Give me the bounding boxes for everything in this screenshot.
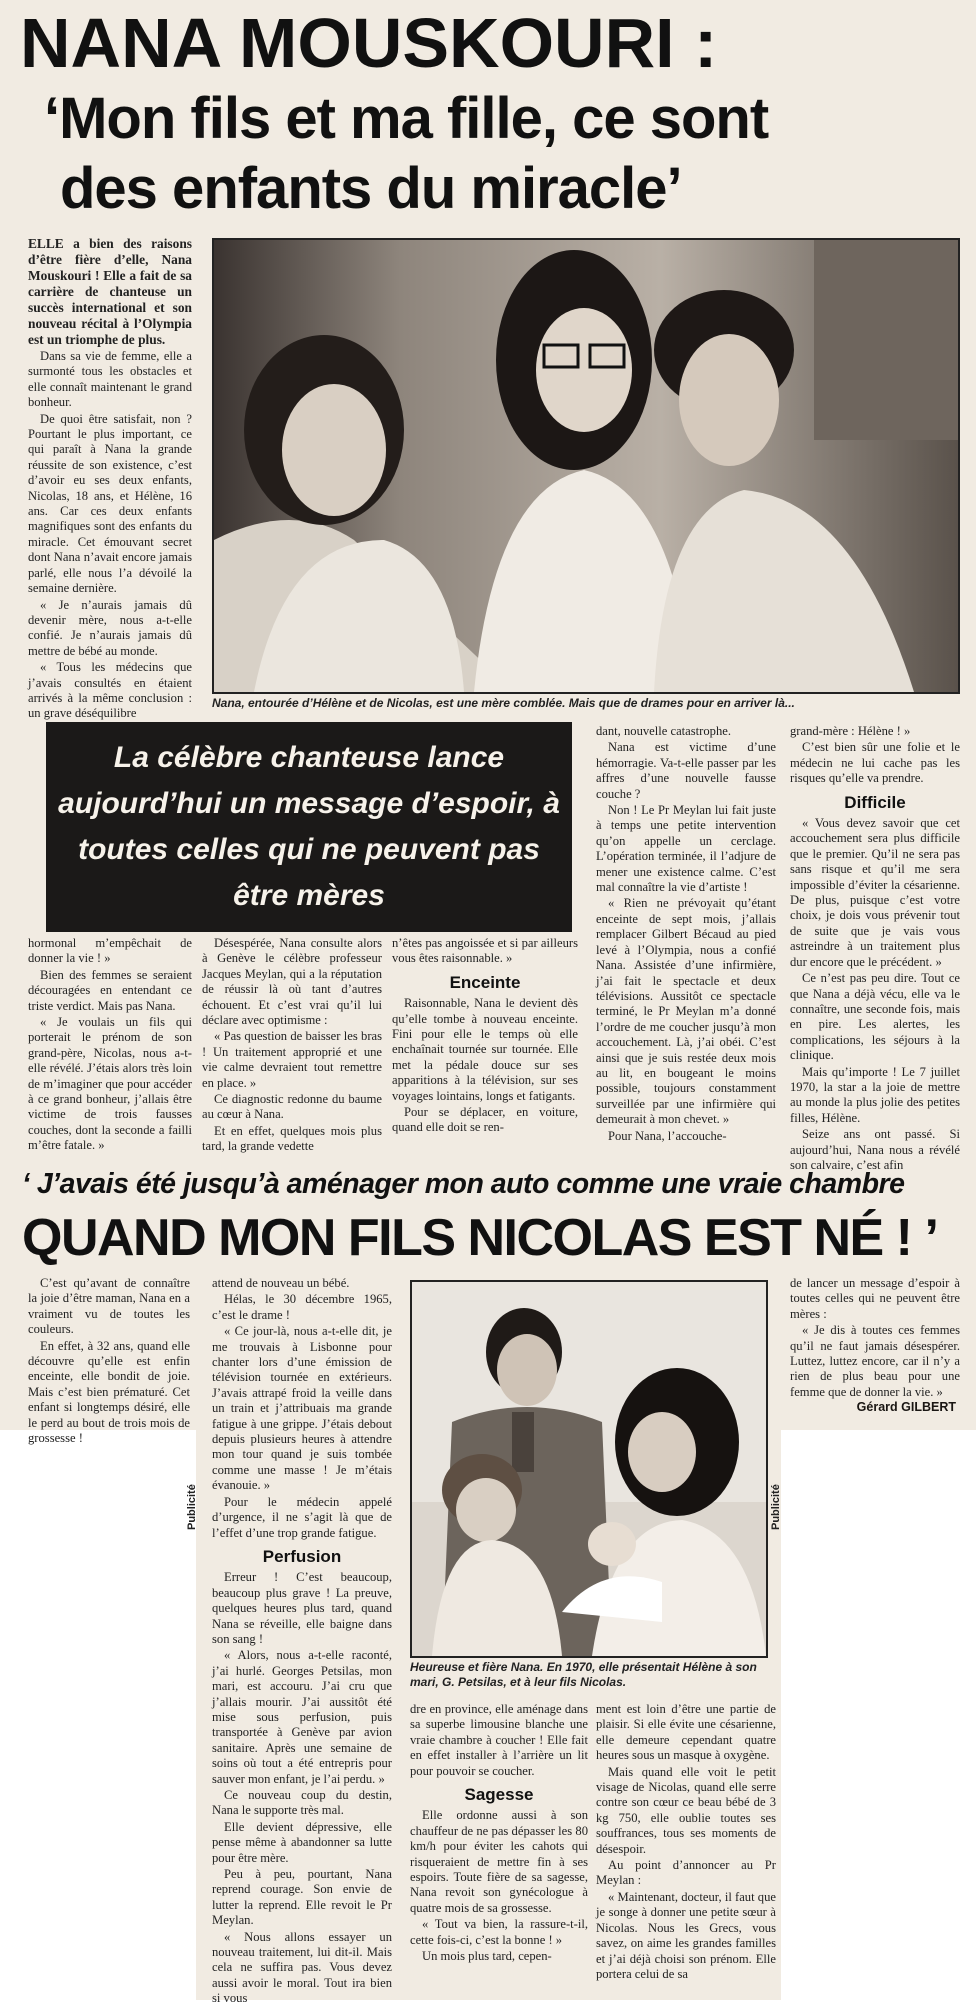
paragraph: « Vous devez savoir que cet accouchement sera plus difficile que le premier. Qu’il ne sera pas sans risque et qu’il me sera impossible d’éviter la césarienne. De plus, puisque c’est votre choix, je dois vous prévenir tout de suite que je vais vous astreindre à un traitement plus dur encore que le précédent. » <box>790 816 960 969</box>
paragraph: n’êtes pas angoissée et si par ailleurs vous êtes raisonnable. » <box>392 936 578 966</box>
paragraph: En effet, à 32 ans, quand elle découvre qu’elle est enfin enceinte, elle bondit de joie. Mais c’est bien prématuré. Cet enfant si longtemps désiré, elle le perd au bout de trois mois de grossesse ! <box>28 1338 190 1446</box>
promo-box <box>46 722 572 932</box>
paragraph: Mais qu’importe ! Le 7 juillet 1970, la star a la joie de mettre au monde la plus jolie des petites filles, Hélène. <box>790 1064 960 1125</box>
section2-col1 <box>28 1276 190 1446</box>
section2-col2 <box>212 1276 392 2006</box>
family-photo-image <box>214 240 958 692</box>
intro-paragraph: « Je n’aurais jamais dû devenir mère, nous a-t-elle confié. Je n’aurais jamais dû mettre de bébé au monde. <box>28 597 192 658</box>
baby-photo-caption: Heureuse et fière Nana. En 1970, elle présentait Hélène à son mari, G. Petsilas, et à leur fils Nicolas. <box>410 1660 757 1689</box>
paragraph: Pour se déplacer, en voiture, quand elle doit se ren- <box>392 1105 578 1135</box>
paragraph: Un mois plus tard, cepen- <box>422 1949 552 1964</box>
section1-col2 <box>202 936 382 1156</box>
paragraph: Erreur ! C’est beaucoup, beaucoup plus grave ! La preuve, quelques heures plus tard, quand Nana se réveille, elle baigne dans son sang ! <box>212 1570 392 1646</box>
intro-column <box>28 236 192 721</box>
section1-col4 <box>596 724 776 1156</box>
paragraph: Au point d’annoncer au Pr Meylan : <box>596 1858 776 1888</box>
subtitle-line-1: ‘Mon fils et ma fille, ce sont <box>44 86 769 151</box>
paragraph: dre en province, elle aménage dans sa superbe limousine blanche une vraie chambre à coucher ! Elle fait en effet installer à l’arrière un lit pour pouvoir se coucher. <box>410 1702 588 1778</box>
paragraph: Elle ordonne aussi à son chauffeur de ne pas dépasser les 80 km/h pour éviter les cahots qui risqueraient de mettre fin à ses espoirs. Toute fière de sa sagesse, Nana revoit son gynécologue à quatre mois de sa grossesse. <box>410 1808 588 1915</box>
paragraph: Raisonnable, Nana le devient dès qu’elle tombe à nouveau enceinte. Fini pour elle le temps où elle enchaînait tournée sur tournée. Elle met la pédale douce sur ses apparitions à la télévision, sur ses voyages lointains, longs et fatigants. <box>392 996 578 1103</box>
publicite-label-left: Publicité <box>186 1484 198 1530</box>
subheading-perfusion: Perfusion <box>262 1546 342 1566</box>
section1-col1 <box>28 936 192 1156</box>
baby-photo <box>410 1280 768 1658</box>
paragraph: dant, nouvelle catastrophe. <box>596 724 731 738</box>
intro-paragraph: « Tous les médecins que j’avais consultés en étaient arrivés à la même conclusion : un grave déséquilibre <box>28 660 192 721</box>
section2-title: QUAND MON FILS NICOLAS EST NÉ ! ’ <box>22 1209 938 1267</box>
paragraph: grand-mère : Hélène ! » <box>790 724 911 738</box>
paragraph: « Je dis à toutes ces femmes qu’il ne faut jamais désespérer. Luttez, luttez encore, car il n’y a rien de plus beau pour une femme que de donner la vie. » <box>790 1323 960 1399</box>
byline: Gérard GILBERT <box>856 1400 956 1414</box>
main-title: NANA MOUSKOURI : <box>20 4 718 82</box>
paragraph: Désespérée, Nana consulte alors à Genève le célèbre professeur Jacques Meylan, qui a la réputation de réussir là où tant d’autres échouent. Et c’est vrai qu’il lui déclare avec optimisme : <box>202 936 382 1028</box>
section2-col3 <box>410 1702 588 1994</box>
paragraph: « Rien ne prévoyait qu’étant enceinte de sept mois, j’allais remplacer Gilbert Bécaud au pied levé à l’Olympia, nous a confié Nana. Assistée d’une infirmière, j’ai fait le spectacle et deux télévisions. Aussitôt ce spectacle terminé, le Pr Meylan m’a donné l’ordre de me coucher jusqu’à mon accouchement. Là, j’ai obéi. C’est ainsi que je suis restée deux mois au lit, en bougeant le moins possible, toujours constamment surveillée par une infirmière qui demeurait à mon chevet. » <box>596 896 776 1127</box>
paragraph: Et en effet, quelques mois plus tard, la grande vedette <box>202 1123 382 1154</box>
paragraph: C’est qu’avant de connaître la joie d’être maman, Nana en a vraiment vu de toutes les couleurs. <box>28 1276 190 1337</box>
section2-col5 <box>790 1276 960 1416</box>
paragraph: Bien des femmes se seraient découragées en entendant ce triste verdict. Mais pas Nana. <box>28 967 192 1013</box>
paragraph: Ce n’est pas peu dire. Tout ce que Nana a déjà vécu, elle va le connaître, une seconde fois, mais en pire. Les alertes, les complications, les séjours à la clinique. <box>790 971 960 1063</box>
paragraph: Seize ans ont passé. Si aujourd’hui, Nana nous a révélé son calvaire, c’est afin <box>790 1127 960 1172</box>
intro-lead: ELLE a bien des raisons d’être fière d’elle, Nana Mouskouri ! Elle a fait de sa carrière de chanteuse un succès international et son nouveau récital à l’Olympia est un triomphe de plus. <box>28 236 192 347</box>
paragraph: Pour Nana, l’accouche- <box>608 1128 727 1143</box>
baby-photo-image <box>412 1282 766 1656</box>
section2-col4 <box>596 1702 776 1994</box>
section1-col3 <box>392 936 578 1156</box>
paragraph: « Maintenant, docteur, il faut que je songe à donner une petite sœur à Nicolas. Nous les Grecs, vous savez, on aime les grandes familles et j’ai déjà choisi son prénom. Elle portera celui de sa <box>596 1889 776 1981</box>
intro-paragraph: Dans sa vie de femme, elle a surmonté tous les obstacles et elle connaît maintenant le grand bonheur. <box>28 349 192 410</box>
paragraph: ment est loin d’être une partie de plaisir. Si elle évite une césarienne, elle demeure cependant quatre heures sous un masque à oxygène. <box>596 1702 776 1763</box>
paragraph: hormonal m’empêchait de donner la vie ! » <box>28 936 192 966</box>
paragraph: Ce diagnostic redonne du baume au cœur à Nana. <box>202 1092 382 1122</box>
paragraph: « Tout va bien, la rassure-t-il, cette fois-ci, c’est la bonne ! » <box>410 1917 588 1947</box>
paragraph: Non ! Le Pr Meylan lui fait juste à temps une petite intervention qu’on appelle un cerclage. L’opération terminée, il l’adjure de mener une existence calme. C’est mal connaître la vie d’artiste ! <box>596 803 776 895</box>
paragraph: Ce nouveau coup du destin, Nana le supporte très mal. <box>212 1788 392 1818</box>
paragraph: « Ce jour-là, nous a-t-elle dit, je me trouvais à Lisbonne pour chanter lors d’une émission de télévision tournée en extérieurs. J’avais attrapé froid la veille dans un train et j’attribuais ma grande fatigue à une grippe. J’étais debout depuis plusieurs heures à attendre mon tour quand je suis tombée comme une masse ! Je m’étais évanouie. » <box>212 1324 392 1493</box>
paragraph: « Je voulais un fils qui porterait le prénom de son grand-père, Nicolas, nous a-t-elle révélé. J’étais alors très loin de m’imaginer que pour accéder à ce grand bonheur, j’allais être victime de trois fausses couches, dont la seconde a failli m’être fatale. » <box>28 1015 192 1153</box>
paragraph: de lancer un message d’espoir à toutes celles qui ne peuvent être mères : <box>790 1276 960 1321</box>
section2-quote: ‘ J’avais été jusqu’à aménager mon auto comme une vraie chambre <box>22 1168 905 1200</box>
paragraph: « Pas question de baisser les bras ! Un traitement approprié et une vie calme devraient tout remettre en place. » <box>202 1029 382 1090</box>
paragraph: Mais quand elle voit le petit visage de Nicolas, quand elle serre contre son cœur ce beau bébé de 3 kg 750, elle oublie toutes ses souffrances, tous ses moments de désespoir. <box>596 1764 776 1856</box>
paragraph: Pour le médecin appelé d’urgence, il ne s’agit là que de l’effet d’une trop grande fatigue. <box>212 1494 392 1540</box>
paragraph: Peu à peu, pourtant, Nana reprend courage. Son envie de lutter la reprend. Elle revoit le Pr Meylan. <box>212 1867 392 1928</box>
promo-text: La célèbre chanteuse lance aujourd’hui un message d’espoir, à toutes celles qui ne peuvent pas être mères <box>58 741 560 912</box>
publicite-label-right: Publicité <box>770 1484 782 1530</box>
paragraph: Hélas, le 30 décembre 1965, c’est le drame ! <box>212 1292 392 1322</box>
subheading-sagesse: Sagesse <box>464 1785 534 1805</box>
paragraph: « Alors, nous a-t-elle raconté, j’ai hurlé. Georges Petsilas, mon mari, est accouru. J’ai cru que j’allais mourir. J’ai aussitôt été mise sous perfusion, puis transportée à Genève par avion sanitaire. Après une semaine de soins où tout a été entrepris pour sauver mon enfant, je l’ai perdu. » <box>212 1648 392 1786</box>
family-photo <box>212 238 960 694</box>
subtitle-line-2: des enfants du miracle’ <box>60 156 682 221</box>
subheading-difficile: Difficile <box>844 792 906 812</box>
paragraph: Nana est victime d’une hémorragie. Va-t-elle passer par les affres d’une nouvelle fausse couche ? <box>596 740 776 801</box>
subheading-enceinte: Enceinte <box>449 972 521 992</box>
section1-col5 <box>790 724 960 1172</box>
paragraph: « Nous allons essayer un nouveau traitement, lui dit-il. Mais cela ne suffira pas. Vous devez aussi avoir le moral. Tout ira bien si vous <box>212 1929 392 2006</box>
paragraph: Elle devient dépressive, elle pense même à abandonner sa lutte pour être mère. <box>212 1819 392 1865</box>
paragraph: C’est bien sûr une folie et le médecin ne lui cache pas les risques qu’elle va prendre. <box>790 740 960 786</box>
paragraph: attend de nouveau un bébé. <box>212 1276 350 1290</box>
intro-paragraph: De quoi être satisfait, non ? Pourtant le plus important, ce qui paraît à Nana la grande réussite de son existence, c’est d’avoir eu ses deux enfants, Nicolas, 18 ans, et Hélène, 16 ans. Car ces deux enfants magnifiques sont des enfants du miracle. Cet émouvant secret dont Nana n’avait encore jamais parlé, elle nous l’a dévoilé la semaine dernière. <box>28 411 192 596</box>
photo-caption: Nana, entourée d’Hélène et de Nicolas, est une mère comblée. Mais que de drames pour en arriver là... <box>212 696 795 710</box>
